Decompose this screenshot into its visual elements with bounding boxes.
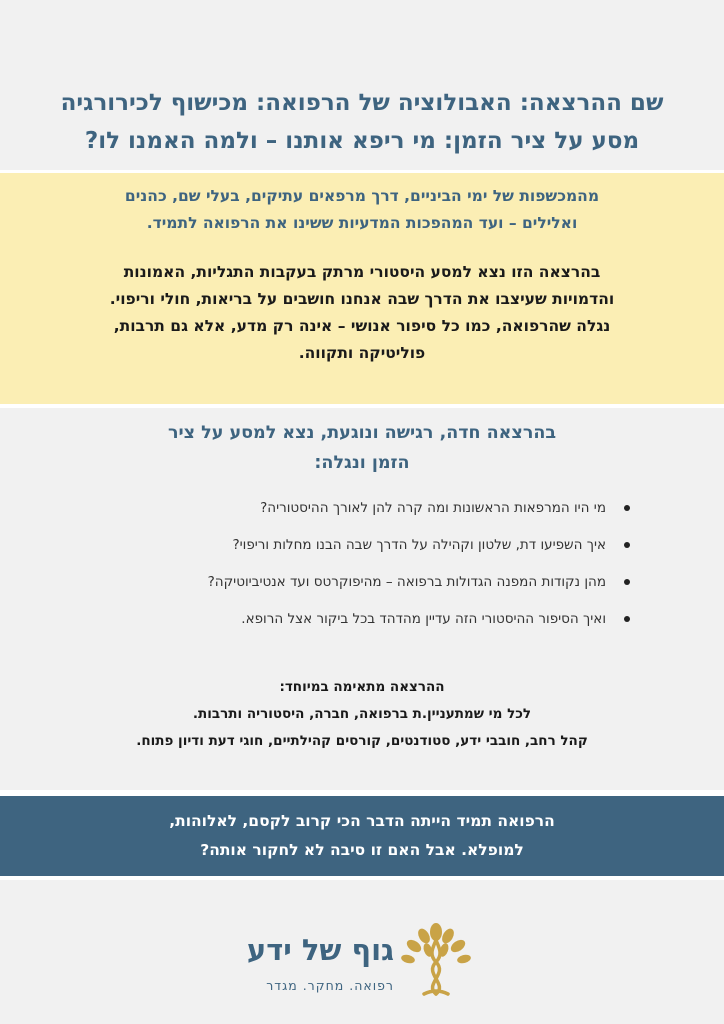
body-line-2: והדמויות שעיצבו את הדרך שבה אנחנו חושבים על בריאות, חולי וריפוי. — [109, 290, 615, 308]
brand-logo — [238, 920, 488, 1010]
subheading-line-2: הזמן ונגלה: — [314, 453, 410, 473]
intro-paragraph — [58, 183, 666, 237]
bullet-icon — [624, 505, 630, 511]
audience-line-2: קהל רחב, חובבי ידע, סטודנטים, קורסים קהילתיים, חוגי דעת ודיון פתוח. — [136, 733, 588, 749]
body-line-4: פוליטיקה ותקווה. — [298, 344, 426, 362]
body-line-1: בהרצאה הזו נצא למסע היסטורי מרתק בעקבות התגליות, האמונות — [123, 263, 601, 281]
body-line-3: נגלה שהרפואה, כמו כל סיפור אנושי – אינה רק מדע, אלא גם תרבות, — [113, 317, 611, 335]
list-item — [72, 572, 632, 609]
list-item — [72, 535, 632, 572]
list-item — [72, 609, 632, 646]
intro-line-2: ואלילים – ועד המהפכות המדעיות ששינו את הרפואה לתמיד. — [146, 214, 578, 232]
description-panel — [0, 173, 724, 404]
logo-name: גוף של ידע — [246, 933, 394, 967]
subheading — [0, 418, 724, 478]
intro-line-1: מהמכשפות של ימי הביניים, דרך מרפאים עתיקים, בעלי שם, כהנים — [124, 187, 600, 205]
logo-tagline: רפואה. מחקר. מגדר — [266, 978, 394, 993]
bullet-icon — [624, 579, 630, 585]
question-list — [72, 498, 632, 646]
lecture-title — [0, 84, 724, 160]
subheading-line-1: בהרצאה חדה, רגישה ונוגעת, נצא למסע על ציר — [167, 423, 557, 443]
title-line-1: שם ההרצאה: האבולוציה של הרפואה: מכישוף לכירורגיה — [60, 90, 664, 116]
question-text: איך השפיעו דת, שלטון וקהילה על הדרך שבה הבנו מחלות וריפוי? — [232, 537, 606, 553]
title-line-2: מסע על ציר הזמן: מי ריפא אותנו – ולמה האמנו לו? — [84, 128, 640, 154]
body-paragraph — [44, 259, 680, 367]
golden-tree-icon — [398, 922, 474, 998]
closing-banner — [0, 796, 724, 876]
bullet-icon — [624, 616, 630, 622]
question-text: מי היו המרפאות הראשונות ומה קרה להן לאורך ההיסטוריה? — [260, 500, 606, 516]
bullet-icon — [624, 542, 630, 548]
divider — [0, 876, 724, 880]
audience-heading: ההרצאה מתאימה במיוחד: — [279, 679, 445, 695]
banner-line-1: הרפואה תמיד הייתה הדבר הכי קרוב לקסם, לאלוהות, — [169, 812, 555, 830]
question-text: מהן נקודות המפנה הגדולות ברפואה – מהיפוקרטס ועד אנטיביוטיקה? — [207, 574, 606, 590]
audience-section — [0, 674, 724, 755]
list-item — [72, 498, 632, 535]
audience-line-1: לכל מי שמתעניין.ת ברפואה, חברה, היסטוריה ותרבות. — [192, 706, 532, 722]
banner-line-2: למופלא. אבל האם זו סיבה לא לחקור אותה? — [200, 841, 524, 859]
divider — [0, 404, 724, 408]
question-text: ואיך הסיפור ההיסטורי הזה עדיין מהדהד בכל ביקור אצל הרופא. — [241, 611, 606, 627]
